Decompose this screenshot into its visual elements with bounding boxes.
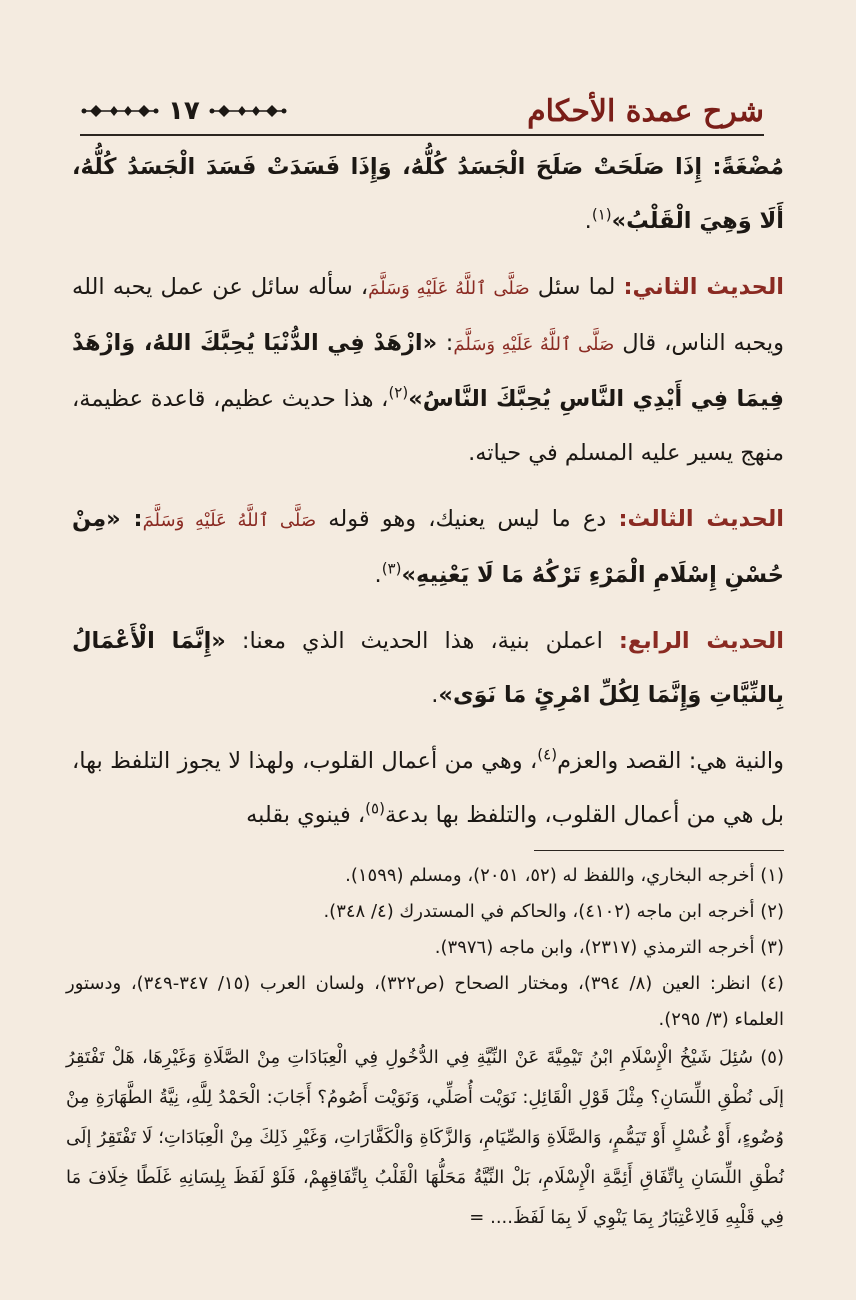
period: . [584,208,592,234]
footnote-ref: (٤) [537,745,558,764]
floral-ornament-icon [80,101,160,121]
footnote-ref: (٥) [365,799,385,818]
honorific: صَلَّى ٱللَّهُ عَلَيْهِ وَسَلَّمَ [453,334,615,355]
hadith-quote: «ازْهَدْ فِي الدُّنْيَا يُحِبَّكَ اللهُ، وَازْهَدْ فِيمَا فِي أَيْدِي النَّاسِ يُحِبَّكَ النَّاسُ» [72,330,784,412]
running-header [80,88,764,134]
floral-ornament-icon [208,101,288,121]
text: ، هذا حديث عظيم، قاعدة عظيمة، منهج يسير عليه المسلم في حياته. [72,386,784,466]
period: . [374,562,382,588]
book-title: شرح عمدة الأحكام [527,93,764,129]
text: دع ما ليس يعنيك، وهو قوله [316,506,619,532]
footnote-ref: (٣) [381,559,402,578]
header-rule [80,134,764,136]
footnote-5: (٥) سُئِلَ شَيْخُ الْإِسْلَامِ ابْنُ تَيْمِيَّةَ عَنْ النِّيَّةِ فِي الدُّخُولِ فِي الْعِبَادَاتِ مِنْ الصَّلَاةِ وَغَيْرِهَا، هَلْ تَفْتَقِرُ إلَى نُطْقِ اللِّسَانِ؟ مِثْلَ قَوْلِ الْقَائِلِ: نَوَيْت أُصَلِّي، وَنَوَيْت أَصُومُ؟ أَجَابَ: الْحَمْدُ لِلَّهِ، نِيَّةُ الطَّهَارَةِ مِنْ وُضُوءٍ، أَوْ غُسْلٍ أَوْ تَيَمُّمٍ، وَالصَّلَاةِ وَالصِّيَامِ، وَالزَّكَاةِ وَالْكَفَّارَاتِ، وَغَيْرِ ذَلِكَ مِنْ الْعِبَادَاتِ؛ لَا تَفْتَقِرُ إلَى نُطْقِ اللِّسَانِ بِاتِّفَاقِ أَئِمَّةِ الْإِسْلَامِ، بَلْ النِّيَّةُ مَحَلُّهَا الْقَلْبُ بِاتِّفَاقِهِمْ، فَلَوْ لَفَظَ بِلِسَانِهِ غَلَطًا خِلَافَ مَا فِي قَلْبِهِ فَالِاعْتِبَارُ بِمَا يَنْوِي لَا بِمَا لَفَظَ.... = [66,1047,784,1228]
page-number: ١٧ [168,96,200,126]
hadith-quote: مُضْغَةً: إِذَا صَلَحَتْ صَلَحَ الْجَسَدُ كُلُّهُ، وَإِذَا فَسَدَتْ فَسَدَ الْجَسَدُ كُلُّهُ، أَلَا وَهِيَ الْقَلْبُ» [72,154,784,234]
hadith-3-label: الحديث الثالث: [618,506,785,532]
footnote-divider [534,850,784,851]
period: . [431,682,439,708]
text: ، فينوي بقلبه [246,802,366,828]
text: اعملن بنية، هذا الحديث الذي معنا: [225,628,619,654]
text: ، وهي من أعمال القلوب، ولهذا لا يجوز التلفظ بها، بل هي من أعمال القلوب، والتلفظ بها بدعة [72,748,784,828]
hadith-quote: «إِنَّمَا الْأَعْمَالُ بِالنِّيَّاتِ وَإِنَّمَا لِكُلِّ امْرِئٍ مَا نَوَى» [72,628,784,708]
page-number-group [80,96,288,126]
paragraph-niyyah [72,734,784,842]
footnote-ref: (٢) [388,383,409,402]
paragraph-hadith-2 [72,260,784,480]
footnote-4: (٤) انظر: العين (٨/ ٣٩٤)، ومختار الصحاح (ص٣٢٢)، ولسان العرب (١٥/ ٣٤٧-٣٤٩)، ودستور العلماء (٣/ ٢٩٥). [66,973,784,1030]
paragraph-continuation [72,140,784,248]
footnotes [66,858,784,1238]
footnote-3: (٣) أخرجه الترمذي (٢٣١٧)، وابن ماجه (٣٩٧٦). [434,937,784,958]
hadith-2-label: الحديث الثاني: [623,274,784,300]
text: لما سئل [529,274,624,300]
text: والنية هي: القصد والعزم [557,748,784,774]
honorific: صَلَّى ٱللَّهُ عَلَيْهِ وَسَلَّمَ [142,510,317,531]
paragraph-hadith-4 [72,614,784,722]
footnote-1: (١) أخرجه البخاري، واللفظ له (٥٢، ٢٠٥١)، ومسلم (١٥٩٩). [345,865,784,886]
honorific: صَلَّى ٱللَّهُ عَلَيْهِ وَسَلَّمَ [368,278,530,299]
hadith-4-label: الحديث الرابع: [618,628,784,654]
hadith-quote: : «مِنْ حُسْنِ إِسْلَامِ الْمَرْءِ تَرْكُهُ مَا لَا يَعْنِيهِ» [72,506,784,588]
text: : [445,330,454,356]
text: ، سأله سائل عن عمل يحبه الله ويحبه الناس، قال [72,274,785,356]
footnote-ref: (١) [591,205,612,224]
paragraph-hadith-3 [72,492,784,602]
footnote-2: (٢) أخرجه ابن ماجه (٤١٠٢)، والحاكم في المستدرك (٤/ ٣٤٨). [323,901,784,922]
main-text [72,140,784,842]
